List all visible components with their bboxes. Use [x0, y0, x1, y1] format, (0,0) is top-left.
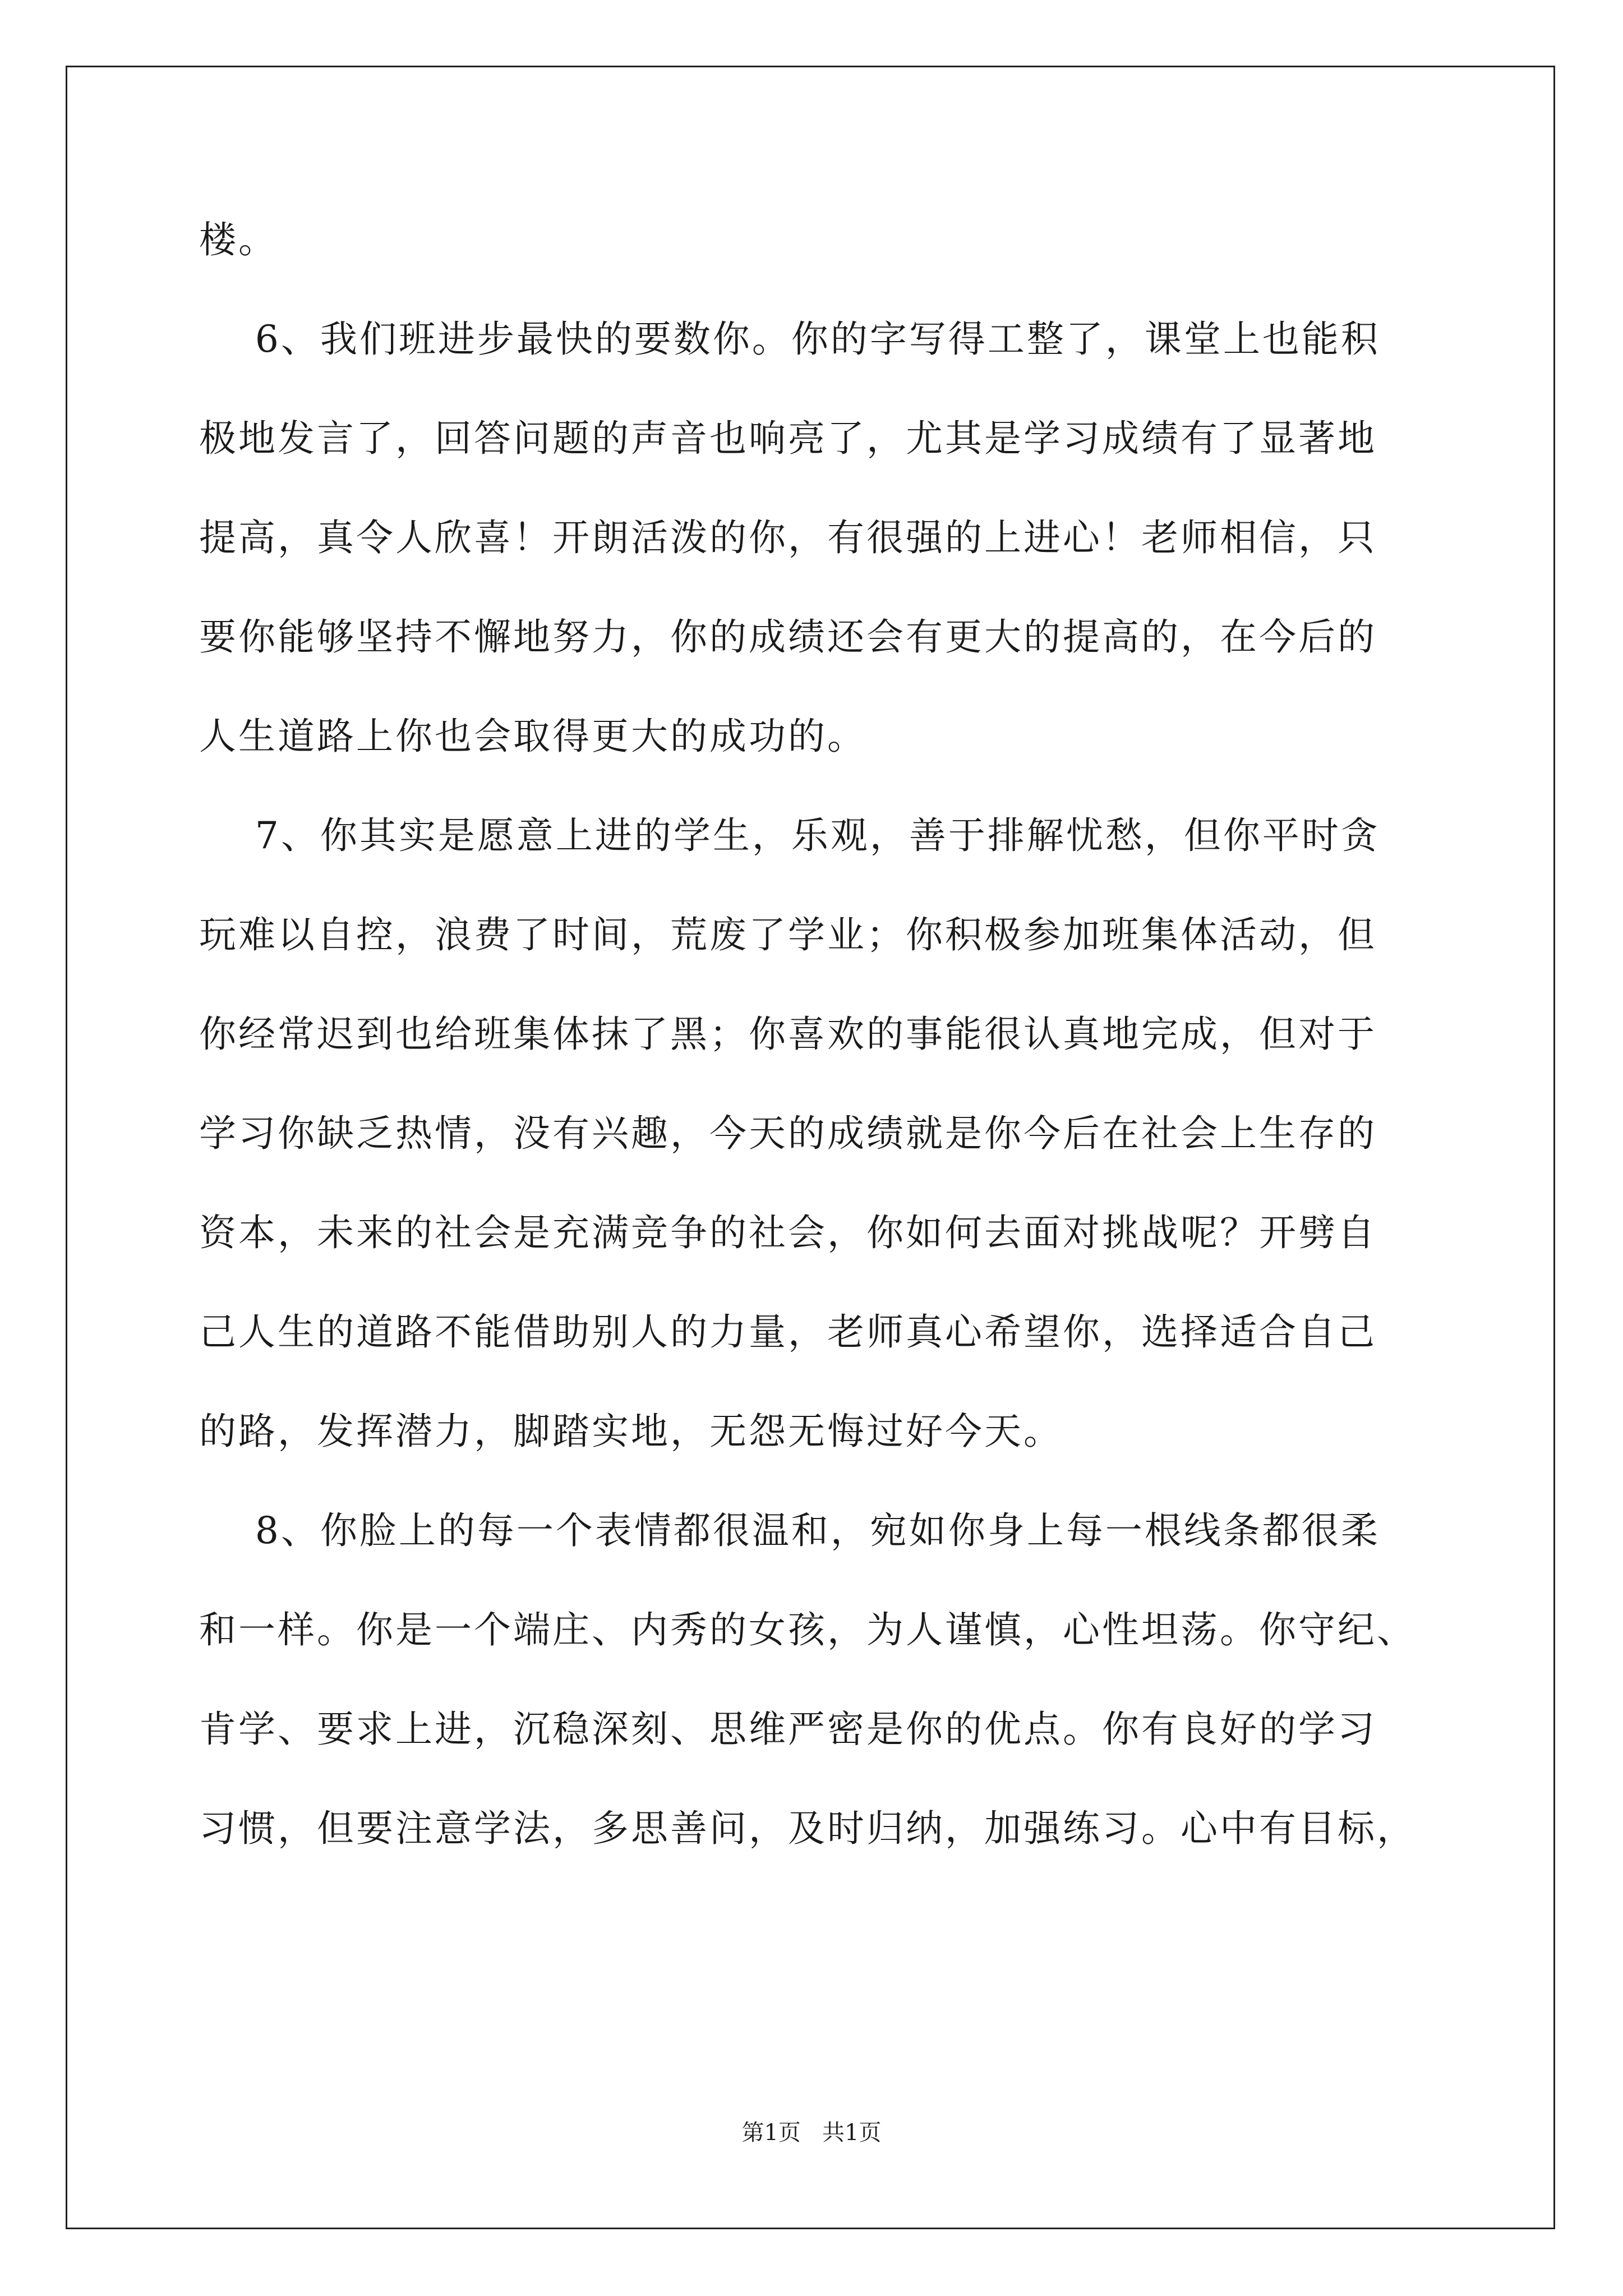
text-line: 楼。: [199, 218, 278, 261]
text-line: 要你能够坚持不懈地努力，你的成绩还会有更大的提高的，在今后的: [199, 615, 1377, 659]
page-footer: 第1页 共1页: [741, 2120, 882, 2146]
text-line: 学习你缺乏热情，没有兴趣，今天的成绩就是你今后在社会上生存的: [199, 1112, 1377, 1155]
text-line: 人生道路上你也会取得更大的成功的。: [199, 715, 866, 758]
text-line: 和一样。你是一个端庄、内秀的女孩，为人谨慎，心性坦荡。你守纪、: [199, 1608, 1416, 1651]
text-line: 7、你其实是愿意上进的学生，乐观，善于排解忧愁，但你平时贪: [199, 814, 1380, 857]
text-line: 提高，真令人欣喜！开朗活泼的你，有很强的上进心！老师相信，只: [199, 516, 1377, 559]
text-line: 肯学、要求上进，沉稳深刻、思维严密是你的优点。你有良好的学习: [199, 1708, 1377, 1751]
text-line: 玩难以自控，浪费了时间，荒废了学业；你积极参加班集体活动，但: [199, 913, 1377, 956]
text-line: 习惯，但要注意学法，多思善问，及时归纳，加强练习。心中有目标，: [199, 1807, 1416, 1850]
text-line: 6、我们班进步最快的要数你。你的字写得工整了，课堂上也能积: [199, 318, 1380, 361]
text-line: 的路，发挥潜力，脚踏实地，无怨无悔过好今天。: [199, 1410, 1063, 1453]
text-line: 你经常迟到也给班集体抹了黑；你喜欢的事能很认真地完成，但对于: [199, 1013, 1377, 1056]
text-line: 己人生的道路不能借助别人的力量，老师真心希望你，选择适合自己: [199, 1310, 1377, 1354]
text-line: 8、你脸上的每一个表情都很温和，宛如你身上每一根线条都很柔: [199, 1509, 1380, 1552]
text-line: 资本，未来的社会是充满竞争的社会，你如何去面对挑战呢？开劈自: [199, 1211, 1377, 1254]
text-line: 极地发言了，回答问题的声音也响亮了，尤其是学习成绩有了显著地: [199, 417, 1377, 460]
